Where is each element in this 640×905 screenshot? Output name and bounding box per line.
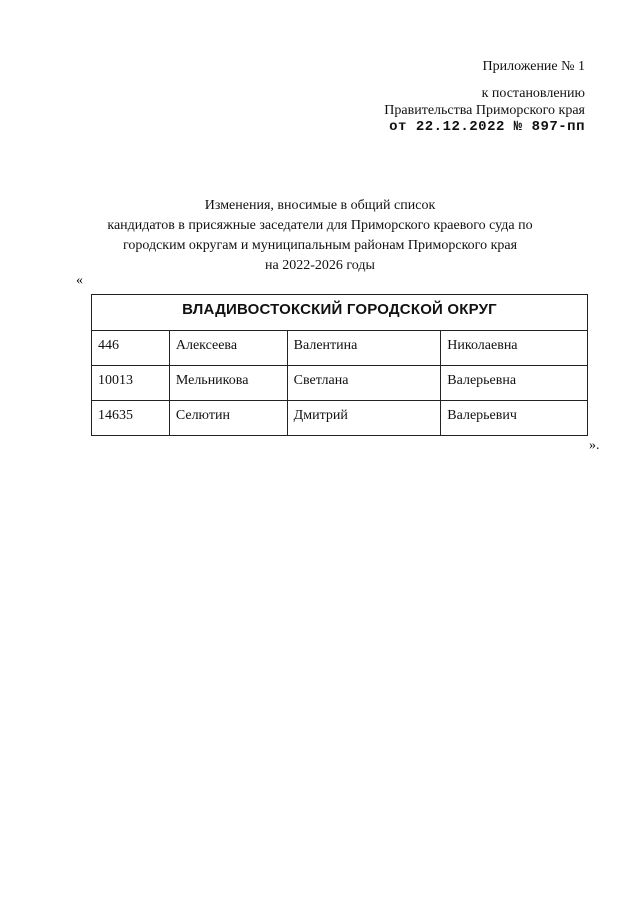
title-line-1: Изменения, вносимые в общий список (204, 198, 436, 213)
cell-name: Дмитрий (287, 401, 441, 436)
title-line-3: городским округам и муниципальным районам Приморского края (122, 238, 518, 253)
appendix-date: от 22.12.2022 № 897-пп (389, 119, 585, 135)
appendix-header (380, 58, 585, 136)
appendix-number: Приложение № 1 (482, 59, 585, 74)
table-row (92, 401, 588, 436)
appendix-resolution-label: к постановлению (481, 86, 585, 101)
title-line-4: на 2022-2026 годы (265, 258, 375, 273)
document-title (60, 196, 580, 276)
appendix-government: Правительства Приморского края (384, 103, 585, 118)
closing-quote: ». (589, 438, 600, 453)
cell-number: 10013 (92, 366, 170, 401)
opening-quote: « (76, 273, 83, 288)
cell-number: 14635 (92, 401, 170, 436)
title-line-2: кандидатов в присяжные заседатели для Приморского краевого суда по (107, 218, 533, 233)
cell-surname: Селютин (169, 401, 287, 436)
jurors-table (91, 294, 588, 436)
table-heading-row (92, 295, 588, 331)
cell-patronymic: Николаевна (441, 331, 588, 366)
cell-name: Валентина (287, 331, 441, 366)
cell-patronymic: Валерьевна (441, 366, 588, 401)
cell-surname: Мельникова (169, 366, 287, 401)
cell-patronymic: Валерьевич (441, 401, 588, 436)
table-row (92, 366, 588, 401)
cell-name: Светлана (287, 366, 441, 401)
table-row (92, 331, 588, 366)
district-heading: ВЛАДИВОСТОКСКИЙ ГОРОДСКОЙ ОКРУГ (92, 295, 588, 331)
cell-number: 446 (92, 331, 170, 366)
cell-surname: Алексеева (169, 331, 287, 366)
